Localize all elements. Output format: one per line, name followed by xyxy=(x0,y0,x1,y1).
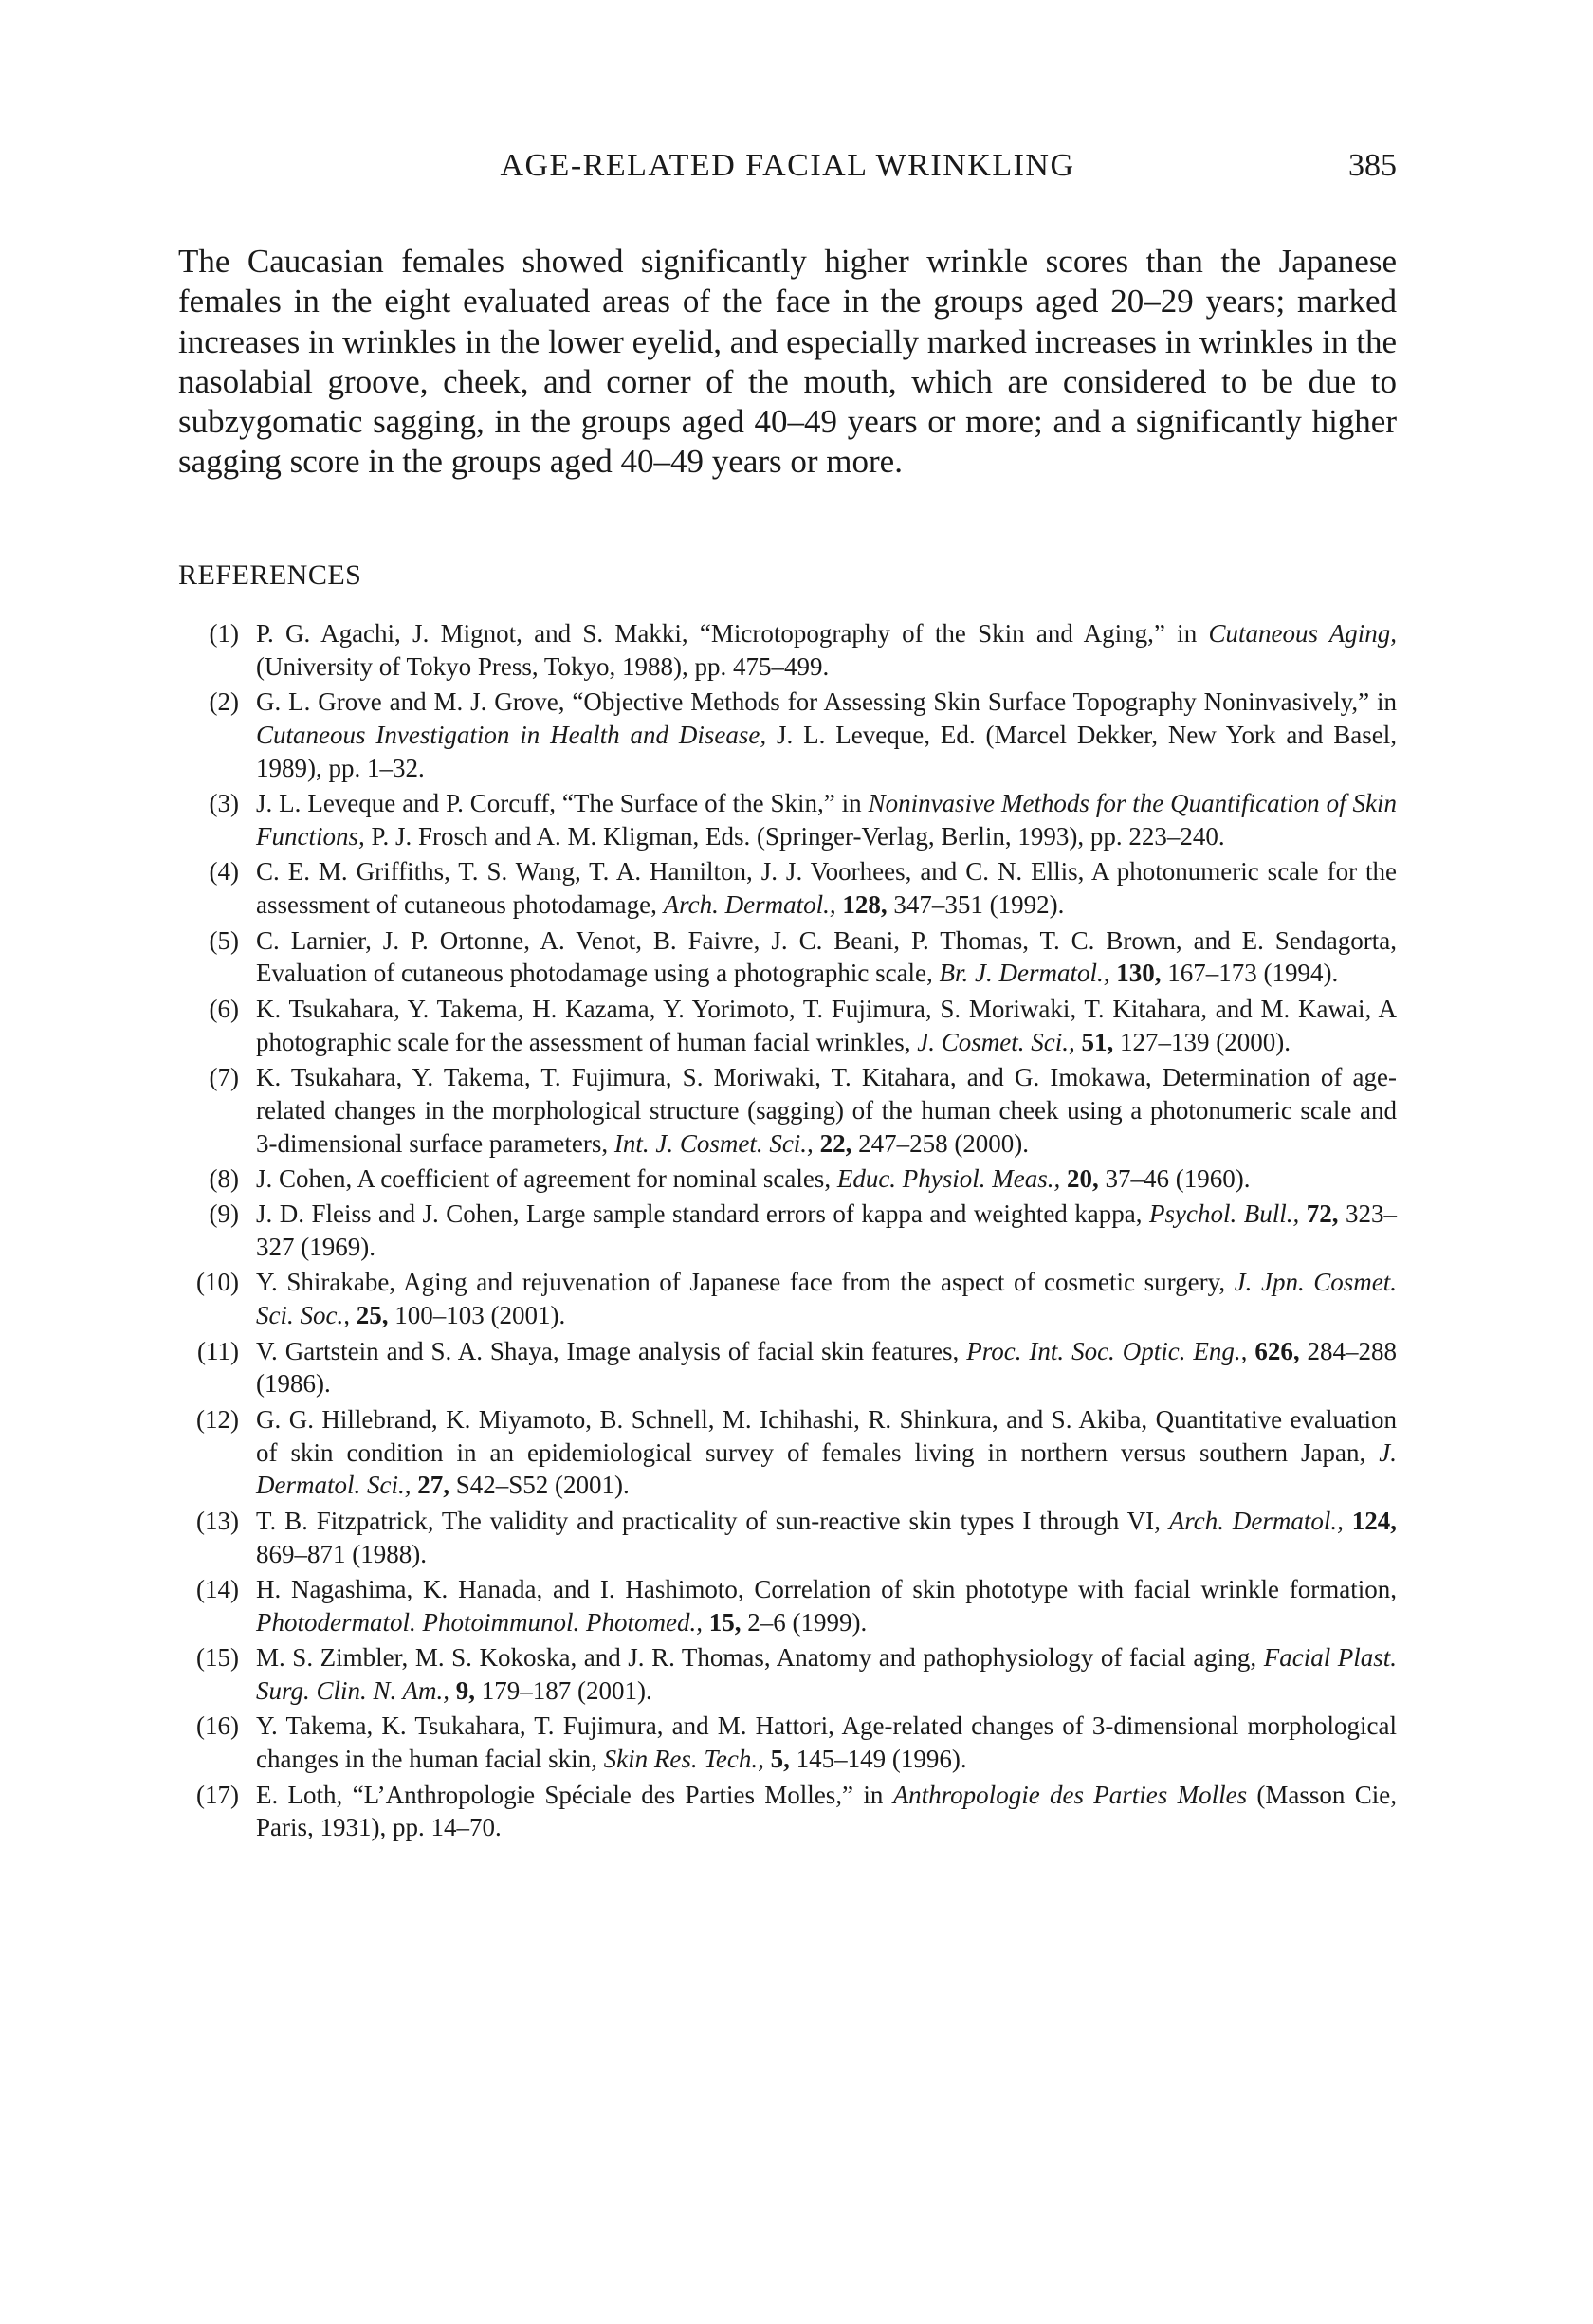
reference-segment: T. B. Fitzpatrick, The validity and practicality of sun-reactive skin types I through VI, xyxy=(256,1506,1169,1535)
reference-journal: Psychol. Bull., xyxy=(1149,1199,1300,1229)
reference-number: (6) xyxy=(209,994,239,1023)
reference-segment xyxy=(764,1745,771,1773)
reference-journal: Noninvasive Methods for the Quantification of Skin Functions, xyxy=(256,789,1397,851)
reference-segment: Y. Takema, K. Tsukahara, T. Fujimura, and M. Hattori, Age-related changes of 3-dimensional morphological changes in the human facial skin, xyxy=(256,1711,1397,1774)
reference-segment: (University of Tokyo Press, Tokyo, 1988), pp. 475–499. xyxy=(256,651,830,681)
reference-item xyxy=(178,787,1397,853)
reference-item xyxy=(178,1505,1397,1571)
reference-segment: S42–S52 (2001). xyxy=(449,1471,630,1500)
reference-segment: V. Gartstein and S. A. Shaya, Image analysis of facial skin features, xyxy=(256,1336,967,1365)
reference-journal: Int. J. Cosmet. Sci., xyxy=(613,1128,814,1158)
reference-text xyxy=(239,1061,1397,1160)
reference-segment: J. L. Leveque and P. Corcuff, “The Surface of the Skin,” in xyxy=(256,789,869,818)
reference-segment: K. Tsukahara, Y. Takema, H. Kazama, Y. Yorimoto, T. Fujimura, S. Moriwaki, T. Kitahara, and M. Kawai, A photographic scale for the assessment of human facial wrinkles, xyxy=(256,994,1397,1056)
reference-text xyxy=(239,1335,1397,1401)
reference-item xyxy=(178,1266,1397,1332)
reference-segment: 247–258 (2000). xyxy=(851,1128,1030,1158)
reference-number: (2) xyxy=(209,687,239,717)
reference-volume: 72, xyxy=(1306,1199,1339,1229)
reference-item xyxy=(178,1779,1397,1845)
reference-volume: 130, xyxy=(1116,959,1162,988)
reference-segment: G. L. Grove and M. J. Grove, “Objective Methods for Assessing Skin Surface Topography Noninvasively,” in xyxy=(256,687,1397,717)
reference-journal: Cutaneous Investigation in Health and Disease, xyxy=(256,720,767,749)
reference-volume: 626, xyxy=(1254,1336,1300,1365)
reference-volume: 27, xyxy=(417,1471,449,1500)
reference-text xyxy=(239,855,1397,922)
reference-number: (7) xyxy=(209,1062,239,1091)
reference-volume: 124, xyxy=(1351,1506,1397,1535)
reference-number: (3) xyxy=(209,789,239,818)
reference-segment: H. Nagashima, K. Hanada, and I. Hashimoto, Correlation of skin phototype with facial wrinkle formation, xyxy=(256,1575,1397,1604)
reference-journal: Skin Res. Tech., xyxy=(603,1745,764,1774)
reference-number: (10) xyxy=(196,1268,239,1297)
reference-volume: 20, xyxy=(1067,1163,1099,1193)
reference-segment: 37–46 (1960). xyxy=(1098,1163,1251,1193)
reference-number: (9) xyxy=(209,1199,239,1229)
running-header xyxy=(178,142,1397,190)
reference-volume: 51, xyxy=(1081,1027,1114,1056)
reference-segment: M. S. Zimbler, M. S. Kokoska, and J. R. Thomas, Anatomy and pathophysiology of facial aging, xyxy=(256,1643,1264,1673)
reference-number: (16) xyxy=(196,1711,239,1741)
reference-item xyxy=(178,1641,1397,1708)
reference-segment: C. E. M. Griffiths, T. S. Wang, T. A. Hamilton, J. J. Voorhees, and C. N. Ellis, A photonumeric scale for the assessment of cutaneous photodamage, xyxy=(256,857,1397,920)
reference-text xyxy=(239,993,1397,1059)
reference-segment: 284–288 (1986). xyxy=(256,1336,1398,1399)
reference-item xyxy=(178,1335,1397,1401)
reference-number: (1) xyxy=(209,619,239,648)
reference-item xyxy=(178,1573,1397,1639)
reference-text xyxy=(239,1198,1397,1264)
reference-number: (14) xyxy=(196,1575,239,1604)
reference-item xyxy=(178,1061,1397,1160)
reference-segment: E. Loth, “L’Anthropologie Spéciale des Parties Molles,” in xyxy=(256,1780,893,1809)
reference-segment: J. L. Leveque, Ed. (Marcel Dekker, New York and Basel, 1989), pp. 1–32. xyxy=(256,720,1397,782)
running-title: AGE-RELATED FACIAL WRINKLING xyxy=(500,148,1075,183)
reference-number: (15) xyxy=(196,1643,239,1673)
reference-journal: Photodermatol. Photoimmunol. Photomed., xyxy=(256,1607,703,1637)
reference-journal: J. Cosmet. Sci., xyxy=(917,1027,1075,1056)
reference-volume: 15, xyxy=(708,1607,742,1637)
reference-volume: 25, xyxy=(356,1301,389,1330)
reference-volume: 9, xyxy=(455,1676,476,1706)
reference-volume: 22, xyxy=(819,1128,852,1158)
reference-text xyxy=(239,1573,1397,1639)
reference-segment: 127–139 (2000). xyxy=(1113,1027,1291,1056)
reference-item xyxy=(178,686,1397,784)
reference-volume: 5, xyxy=(770,1745,790,1774)
reference-journal: J. Dermatol. Sci., xyxy=(256,1437,1397,1500)
reference-journal: Proc. Int. Soc. Optic. Eng., xyxy=(966,1336,1248,1365)
reference-segment: 179–187 (2001). xyxy=(475,1676,652,1706)
reference-segment: 145–149 (1996). xyxy=(789,1745,967,1774)
reference-item xyxy=(178,855,1397,922)
reference-text xyxy=(239,617,1397,684)
reference-segment: 347–351 (1992). xyxy=(887,890,1065,920)
reference-number: (8) xyxy=(209,1163,239,1193)
reference-item xyxy=(178,1198,1397,1264)
reference-item xyxy=(178,1710,1397,1776)
reference-text xyxy=(239,787,1397,853)
reference-number: (4) xyxy=(209,857,239,887)
reference-text xyxy=(239,1266,1397,1332)
references-list xyxy=(178,617,1397,1847)
reference-segment: J. Cohen, A coefficient of agreement for nominal scales, xyxy=(256,1163,837,1193)
reference-journal: Anthropologie des Parties Molles xyxy=(892,1780,1248,1809)
reference-segment xyxy=(1344,1507,1352,1535)
reference-item xyxy=(178,993,1397,1059)
reference-journal: J. Jpn. Cosmet. Sci. Soc., xyxy=(256,1268,1398,1330)
reference-segment xyxy=(703,1608,709,1637)
reference-segment: P. G. Agachi, J. Mignot, and S. Makki, “Microtopography of the Skin and Aging,” in xyxy=(256,619,1209,648)
reference-segment: 167–173 (1994). xyxy=(1161,959,1339,988)
body-paragraph: The Caucasian females showed significantly higher wrinkle scores than the Japanese females in the eight evaluated areas of the face in the groups aged 20–29 years; marked increases in wrinkles in the lower eyelid, and especially marked increases in wrinkles in the nasolabial groove, cheek, and corner of the mouth, which are considered to be due to subzygomatic sagging, in the groups aged 40–49 years or more; and a significantly higher sagging score in the groups aged 40–49 years or more. xyxy=(178,243,1397,481)
reference-journal: Arch. Dermatol., xyxy=(1168,1506,1344,1535)
reference-journal: Arch. Dermatol., xyxy=(663,890,836,920)
reference-segment: 2–6 (1999). xyxy=(741,1607,868,1637)
reference-number: (13) xyxy=(196,1506,239,1535)
reference-segment: 323–327 (1969). xyxy=(256,1199,1398,1262)
reference-segment: C. Larnier, J. P. Ortonne, A. Venot, B. Faivre, J. C. Beani, P. Thomas, T. C. Brown, and E. Sendagorta, Evaluation of cutaneous photodamage using a photographic scale, xyxy=(256,925,1397,988)
reference-journal: Facial Plast. Surg. Clin. N. Am., xyxy=(256,1643,1398,1706)
reference-segment: (Masson Cie, Paris, 1931), pp. 14–70. xyxy=(256,1780,1397,1842)
reference-text xyxy=(239,686,1397,784)
reference-text xyxy=(239,1505,1397,1571)
reference-segment xyxy=(350,1301,357,1329)
reference-journal: Educ. Physiol. Meas., xyxy=(836,1163,1061,1193)
reference-item xyxy=(178,1403,1397,1502)
references-heading: REFERENCES xyxy=(178,559,362,591)
reference-item xyxy=(178,924,1397,991)
reference-segment: J. D. Fleiss and J. Cohen, Large sample standard errors of kappa and weighted kappa, xyxy=(256,1199,1150,1229)
reference-text xyxy=(239,1641,1397,1708)
reference-segment: 869–871 (1988). xyxy=(256,1539,427,1568)
reference-number: (12) xyxy=(196,1404,239,1434)
reference-text xyxy=(239,924,1397,991)
reference-journal: Br. J. Dermatol., xyxy=(939,959,1110,988)
reference-segment: Y. Shirakabe, Aging and rejuvenation of Japanese face from the aspect of cosmetic surgery, xyxy=(256,1268,1235,1297)
reference-number: (5) xyxy=(209,925,239,955)
reference-volume: 128, xyxy=(842,890,888,920)
reference-item xyxy=(178,1162,1397,1196)
reference-segment: G. G. Hillebrand, K. Miyamoto, B. Schnell, M. Ichihashi, R. Shinkura, and S. Akiba, Quantitative evaluation of skin condition in an epidemiological survey of females living in northern versus southern Japan, xyxy=(256,1404,1397,1467)
reference-item xyxy=(178,617,1397,684)
reference-number: (11) xyxy=(197,1336,239,1365)
reference-journal: Cutaneous Aging, xyxy=(1208,619,1397,648)
reference-segment: K. Tsukahara, Y. Takema, T. Fujimura, S. Moriwaki, T. Kitahara, and G. Imokawa, Determination of age-related changes in the morphological structure (sagging) of the human cheek using a photonumeric scale and 3-dimensional surface parameters, xyxy=(256,1062,1397,1158)
page-number: 385 xyxy=(1348,148,1397,183)
reference-segment xyxy=(1075,1028,1082,1056)
reference-text xyxy=(239,1403,1397,1502)
reference-text xyxy=(239,1162,1397,1196)
reference-segment: P. J. Frosch and A. M. Kligman, Eds. (Springer-Verlag, Berlin, 1993), pp. 223–240. xyxy=(364,821,1225,851)
reference-segment xyxy=(449,1676,456,1705)
reference-segment xyxy=(814,1129,820,1158)
reference-number: (17) xyxy=(196,1780,239,1809)
reference-segment xyxy=(1299,1199,1307,1228)
reference-text xyxy=(239,1710,1397,1776)
reference-segment: 100–103 (2001). xyxy=(388,1301,566,1330)
reference-text xyxy=(239,1779,1397,1845)
